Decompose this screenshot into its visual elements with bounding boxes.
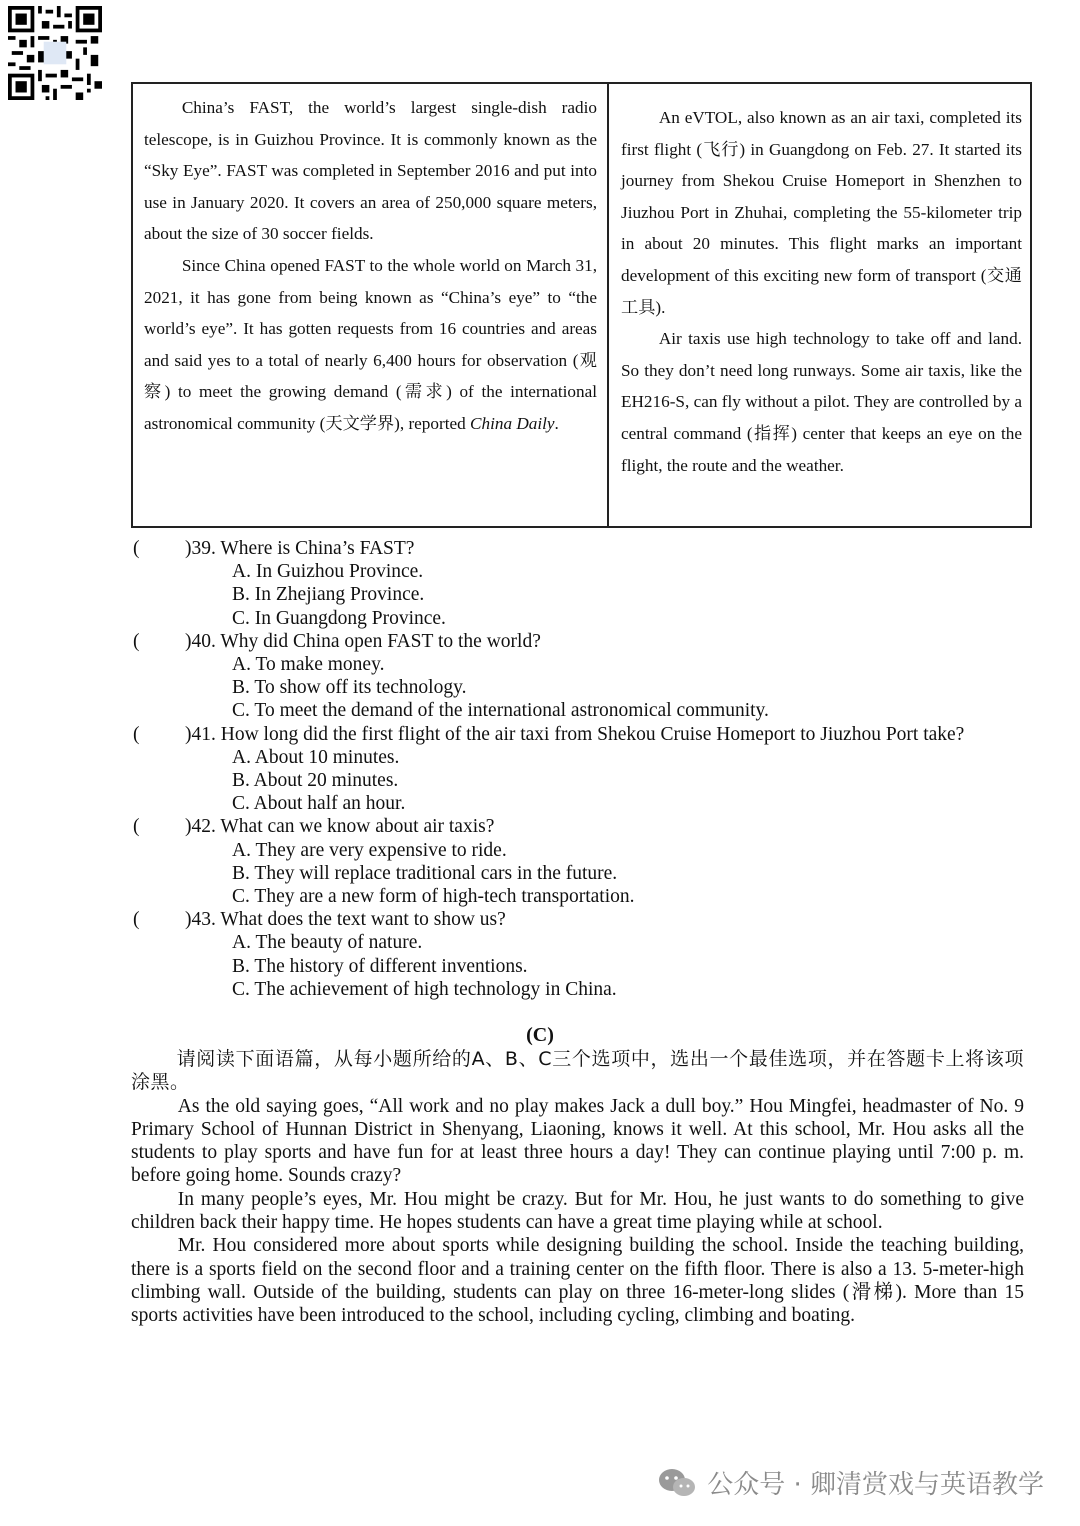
section-c-instruction: 请阅读下面语篇，从每小题所给的A、B、C三个选项中，选出一个最佳选项，并在答题卡上将该项涂黑。: [131, 1048, 1024, 1094]
answer-blank-close: ): [185, 909, 192, 931]
option-b: B. In Zhejiang Province.: [232, 584, 425, 606]
option-a: A. They are very expensive to ride.: [232, 839, 507, 861]
question-40: [133, 630, 1033, 723]
option-c: C. About half an hour.: [232, 793, 406, 815]
section-c-title: (C): [526, 1024, 554, 1046]
option-b: B. About 20 minutes.: [232, 770, 399, 792]
option-a: A. In Guizhou Province.: [232, 561, 424, 583]
answer-blank-close: ): [185, 723, 192, 745]
source-china-daily: China Daily: [470, 413, 555, 433]
fast-paragraph-2-text: Since China opened FAST to the whole world on March 31, 2021, it has gone from being known as “China’s eye” to “the world’s eye”. It has gotten requests from 16 countries and areas and said yes to a total of nearly 6,400 hours for observation (观察) to meet the growing demand (需求) of the international astronomical community (天文学界), reported: [144, 255, 597, 433]
option-c: C. To meet the demand of the international astronomical community.: [232, 700, 769, 722]
option-b: B. They will replace traditional cars in the future.: [232, 862, 618, 884]
question-list: [133, 537, 1033, 1001]
qr-code-image: [8, 6, 102, 100]
evtol-paragraph-2: Air taxis use high technology to take off and land. So they don’t need long runways. Some air taxis, like the EH216-S, can fly without a pilot. They are controlled by a central command (指挥) center that keeps an eye on the flight, the route and the weather.: [621, 329, 1022, 475]
evtol-paragraph-1: An eVTOL, also known as an air taxi, completed its first flight (飞行) in Guangdong on Feb. 27. It started its journey from Shekou Cruise Homeport in Shenzhen to Jiuzhou Port in Zhuhai, completing the 55-kilometer trip in about 20 minutes. This flight marks an important development of this exciting new form of transport (交通工具).: [621, 108, 1022, 317]
option-a: A. To make money.: [232, 654, 385, 676]
question-stem: 40. Why did China open FAST to the world?: [191, 630, 541, 652]
answer-blank-close: ): [185, 630, 192, 652]
section-c-passage: [131, 1048, 1024, 1328]
reading-box: [131, 82, 1032, 528]
question-stem: 43. What does the text want to show us?: [191, 909, 506, 931]
section-c-paragraph-3: Mr. Hou considered more about sports while designing building the school. Inside the teaching building, there is a sports field on the second floor and a training center on the fifth floor. There is also a 13. 5-meter-high climbing wall. Outside of the building, students can play on three 16-meter-long slides (滑梯). More than 15 sports activities have been introduced to the school, including cycling, climbing and boating.: [131, 1235, 1024, 1327]
passage-left-column: [133, 84, 609, 526]
answer-blank-close: ): [185, 538, 192, 559]
fast-paragraph-2: [144, 250, 597, 440]
option-a: A. The beauty of nature.: [232, 932, 423, 954]
footer-watermark: [657, 1464, 1044, 1501]
answer-blank-open: (: [133, 723, 140, 745]
section-c-paragraph-1: As the old saying goes, “All work and no play makes Jack a dull boy.” Hou Mingfei, headmaster of No. 9 Primary School of Hunnan District in Shenyang, Liaoning, knows it well. At this school, Mr. Hou asks all the students to play sports and have fun for at least three hours a day! They can continue playing until 7:00 p. m. before going home. Sounds crazy?: [131, 1095, 1024, 1187]
question-stem: 42. What can we know about air taxis?: [191, 816, 495, 838]
answer-blank-open: (: [133, 909, 140, 931]
section-c-paragraph-2: In many people’s eyes, Mr. Hou might be crazy. But for Mr. Hou, he just wants to do something to give children back their happy time. He hopes students can have a great time playing while at school.: [131, 1188, 1024, 1234]
question-42: [133, 815, 1033, 908]
option-b: B. To show off its technology.: [232, 677, 467, 699]
paragraph-end-period: .: [554, 413, 559, 433]
option-c: C. They are a new form of high-tech transportation.: [232, 886, 635, 908]
question-41: [133, 723, 1033, 816]
question-stem: 39. Where is China’s FAST?: [191, 538, 415, 559]
answer-blank-open: (: [133, 630, 140, 652]
footer-text: 公众号 · 卿清赏戏与英语教学: [707, 1470, 1044, 1500]
question-39: [133, 537, 1033, 630]
fast-paragraph-1: China’s FAST, the world’s largest single-dish radio telescope, is in Guizhou Province. It is commonly known as the “Sky Eye”. FAST was completed in September 2016 and put into use in January 2020. It covers an area of 250,000 square meters, about the size of 30 soccer fields.: [144, 98, 597, 244]
option-c: C. The achievement of high technology in China.: [232, 978, 617, 1000]
option-c: C. In Guangdong Province.: [232, 607, 446, 629]
wechat-icon: [657, 1467, 697, 1499]
option-b: B. The history of different inventions.: [232, 955, 528, 977]
answer-blank-open: (: [133, 816, 140, 838]
question-43: [133, 908, 1033, 1001]
answer-blank-open: (: [133, 538, 140, 559]
question-stem: 41. How long did the first flight of the air taxi from Shekou Cruise Homeport to Jiuzhou Port take?: [191, 723, 965, 745]
answer-blank-close: ): [185, 816, 192, 838]
passage-right-column: [609, 84, 1030, 526]
option-a: A. About 10 minutes.: [232, 746, 400, 768]
